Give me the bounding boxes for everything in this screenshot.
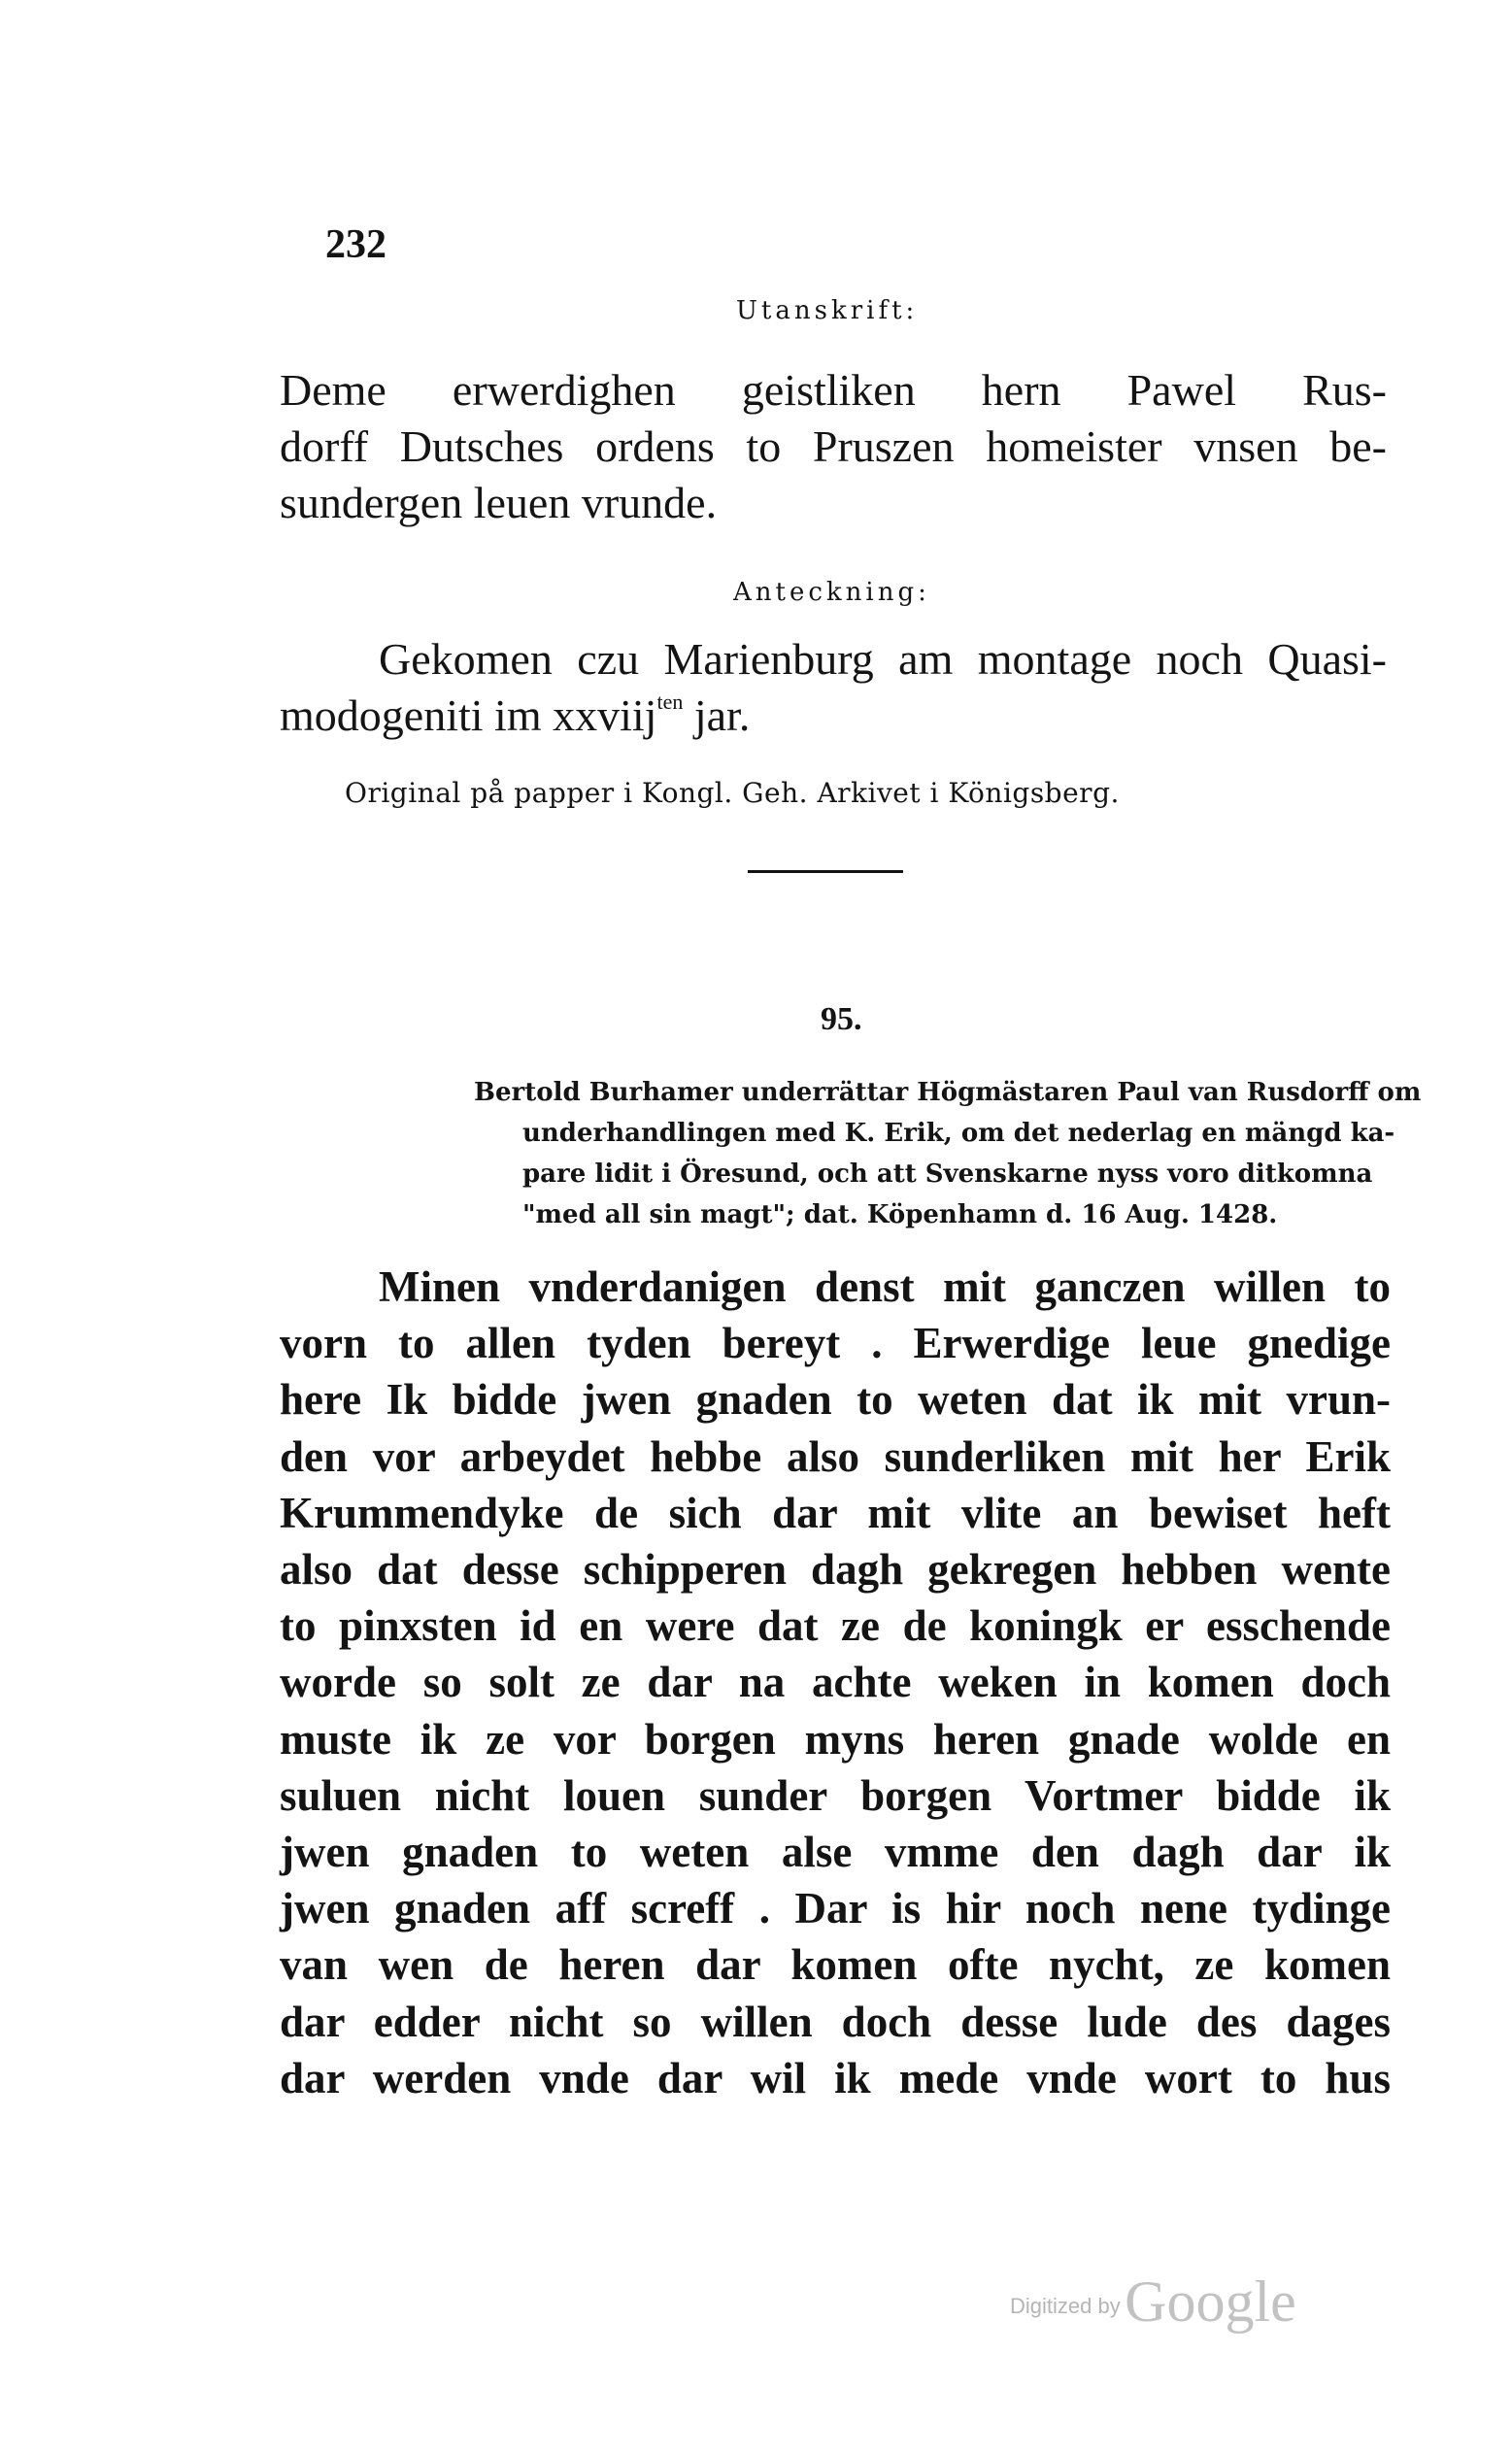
watermark-prefix: Digitized by: [1010, 2294, 1121, 2318]
digitized-watermark: [1010, 2269, 1296, 2336]
note-text: [280, 631, 1387, 744]
section-divider: [748, 870, 903, 873]
summary-line: Bertold Burhamer underrättar Högmästaren Paul van Rusdorff om: [474, 1078, 1422, 1107]
letter-line: dar edder nicht so willen doch desse lude des dages: [280, 1997, 1391, 2046]
letter-line: also dat desse schipperen dagh gekregen hebben wente: [280, 1545, 1391, 1595]
letter-line: suluen nicht louen sunder borgen Vortmer bidde ik: [280, 1770, 1391, 1820]
summary-line: "med all sin magt"; dat. Köpenhamn d. 16 Aug. 1428.: [522, 1200, 1278, 1229]
letter-line: van wen de heren dar komen ofte nycht, ze komen: [280, 1940, 1391, 1990]
google-logo: Google: [1125, 2269, 1296, 2334]
summary-line: pare lidit i Öresund, och att Svenskarne nyss voro ditkomna: [522, 1160, 1373, 1189]
document-summary: [474, 1072, 1422, 1235]
letter-line: dar werden vnde dar wil ik mede vnde wort to hus: [280, 2053, 1391, 2102]
letter-line: jwen gnaden to weten alse vmme den dagh dar ik: [280, 1828, 1391, 1877]
source-note: Original på papper i Kongl. Geh. Arkivet i Königsberg.: [345, 777, 1120, 809]
letter-body: [280, 1259, 1391, 2106]
letter-line: den vor arbeydet hebbe also sunderliken mit her Erik: [280, 1431, 1391, 1481]
note-label: Anteckning:: [733, 578, 930, 607]
summary-line: underhandlingen med K. Erik, om det nederlag en mängd ka-: [522, 1119, 1395, 1148]
address-line: sundergen leuen vrunde.: [280, 478, 718, 527]
letter-line: here Ik bidde jwen gnaden to weten dat ik mit vrun-: [280, 1375, 1391, 1425]
letter-line: vorn to allen tyden bereyt . Erwerdige leue gnedige: [280, 1319, 1391, 1368]
address-text: [280, 362, 1387, 531]
note-line: Gekomen czu Marienburg am montage noch Quasi-: [379, 634, 1387, 684]
note-line: [280, 688, 1387, 744]
address-line: dorff Dutsches ordens to Pruszen homeister vnsen be-: [280, 421, 1387, 471]
letter-line: to pinxsten id en were dat ze de koningk er esschende: [280, 1601, 1391, 1651]
page-number: 232: [325, 222, 386, 267]
letter-line: Krummendyke de sich dar mit vlite an bewiset heft: [280, 1488, 1391, 1537]
note-superscript: ten: [656, 689, 684, 714]
address-line: Deme erwerdighen geistliken hern Pawel Rus-: [280, 365, 1387, 415]
letter-line: jwen gnaden aff screff . Dar is hir noch nene tydinge: [280, 1884, 1391, 1933]
letter-line: Minen vnderdanigen denst mit ganczen willen to: [379, 1262, 1391, 1311]
letter-line: worde so solt ze dar na achte weken in komen doch: [280, 1658, 1391, 1707]
letter-line: muste ik ze vor borgen myns heren gnade wolde en: [280, 1714, 1391, 1764]
note-line-text: jar.: [683, 690, 751, 740]
note-line-text: modogeniti im xxviij: [280, 690, 657, 740]
document-number: 95.: [821, 1001, 862, 1037]
address-label: Utanskrift:: [736, 296, 919, 325]
